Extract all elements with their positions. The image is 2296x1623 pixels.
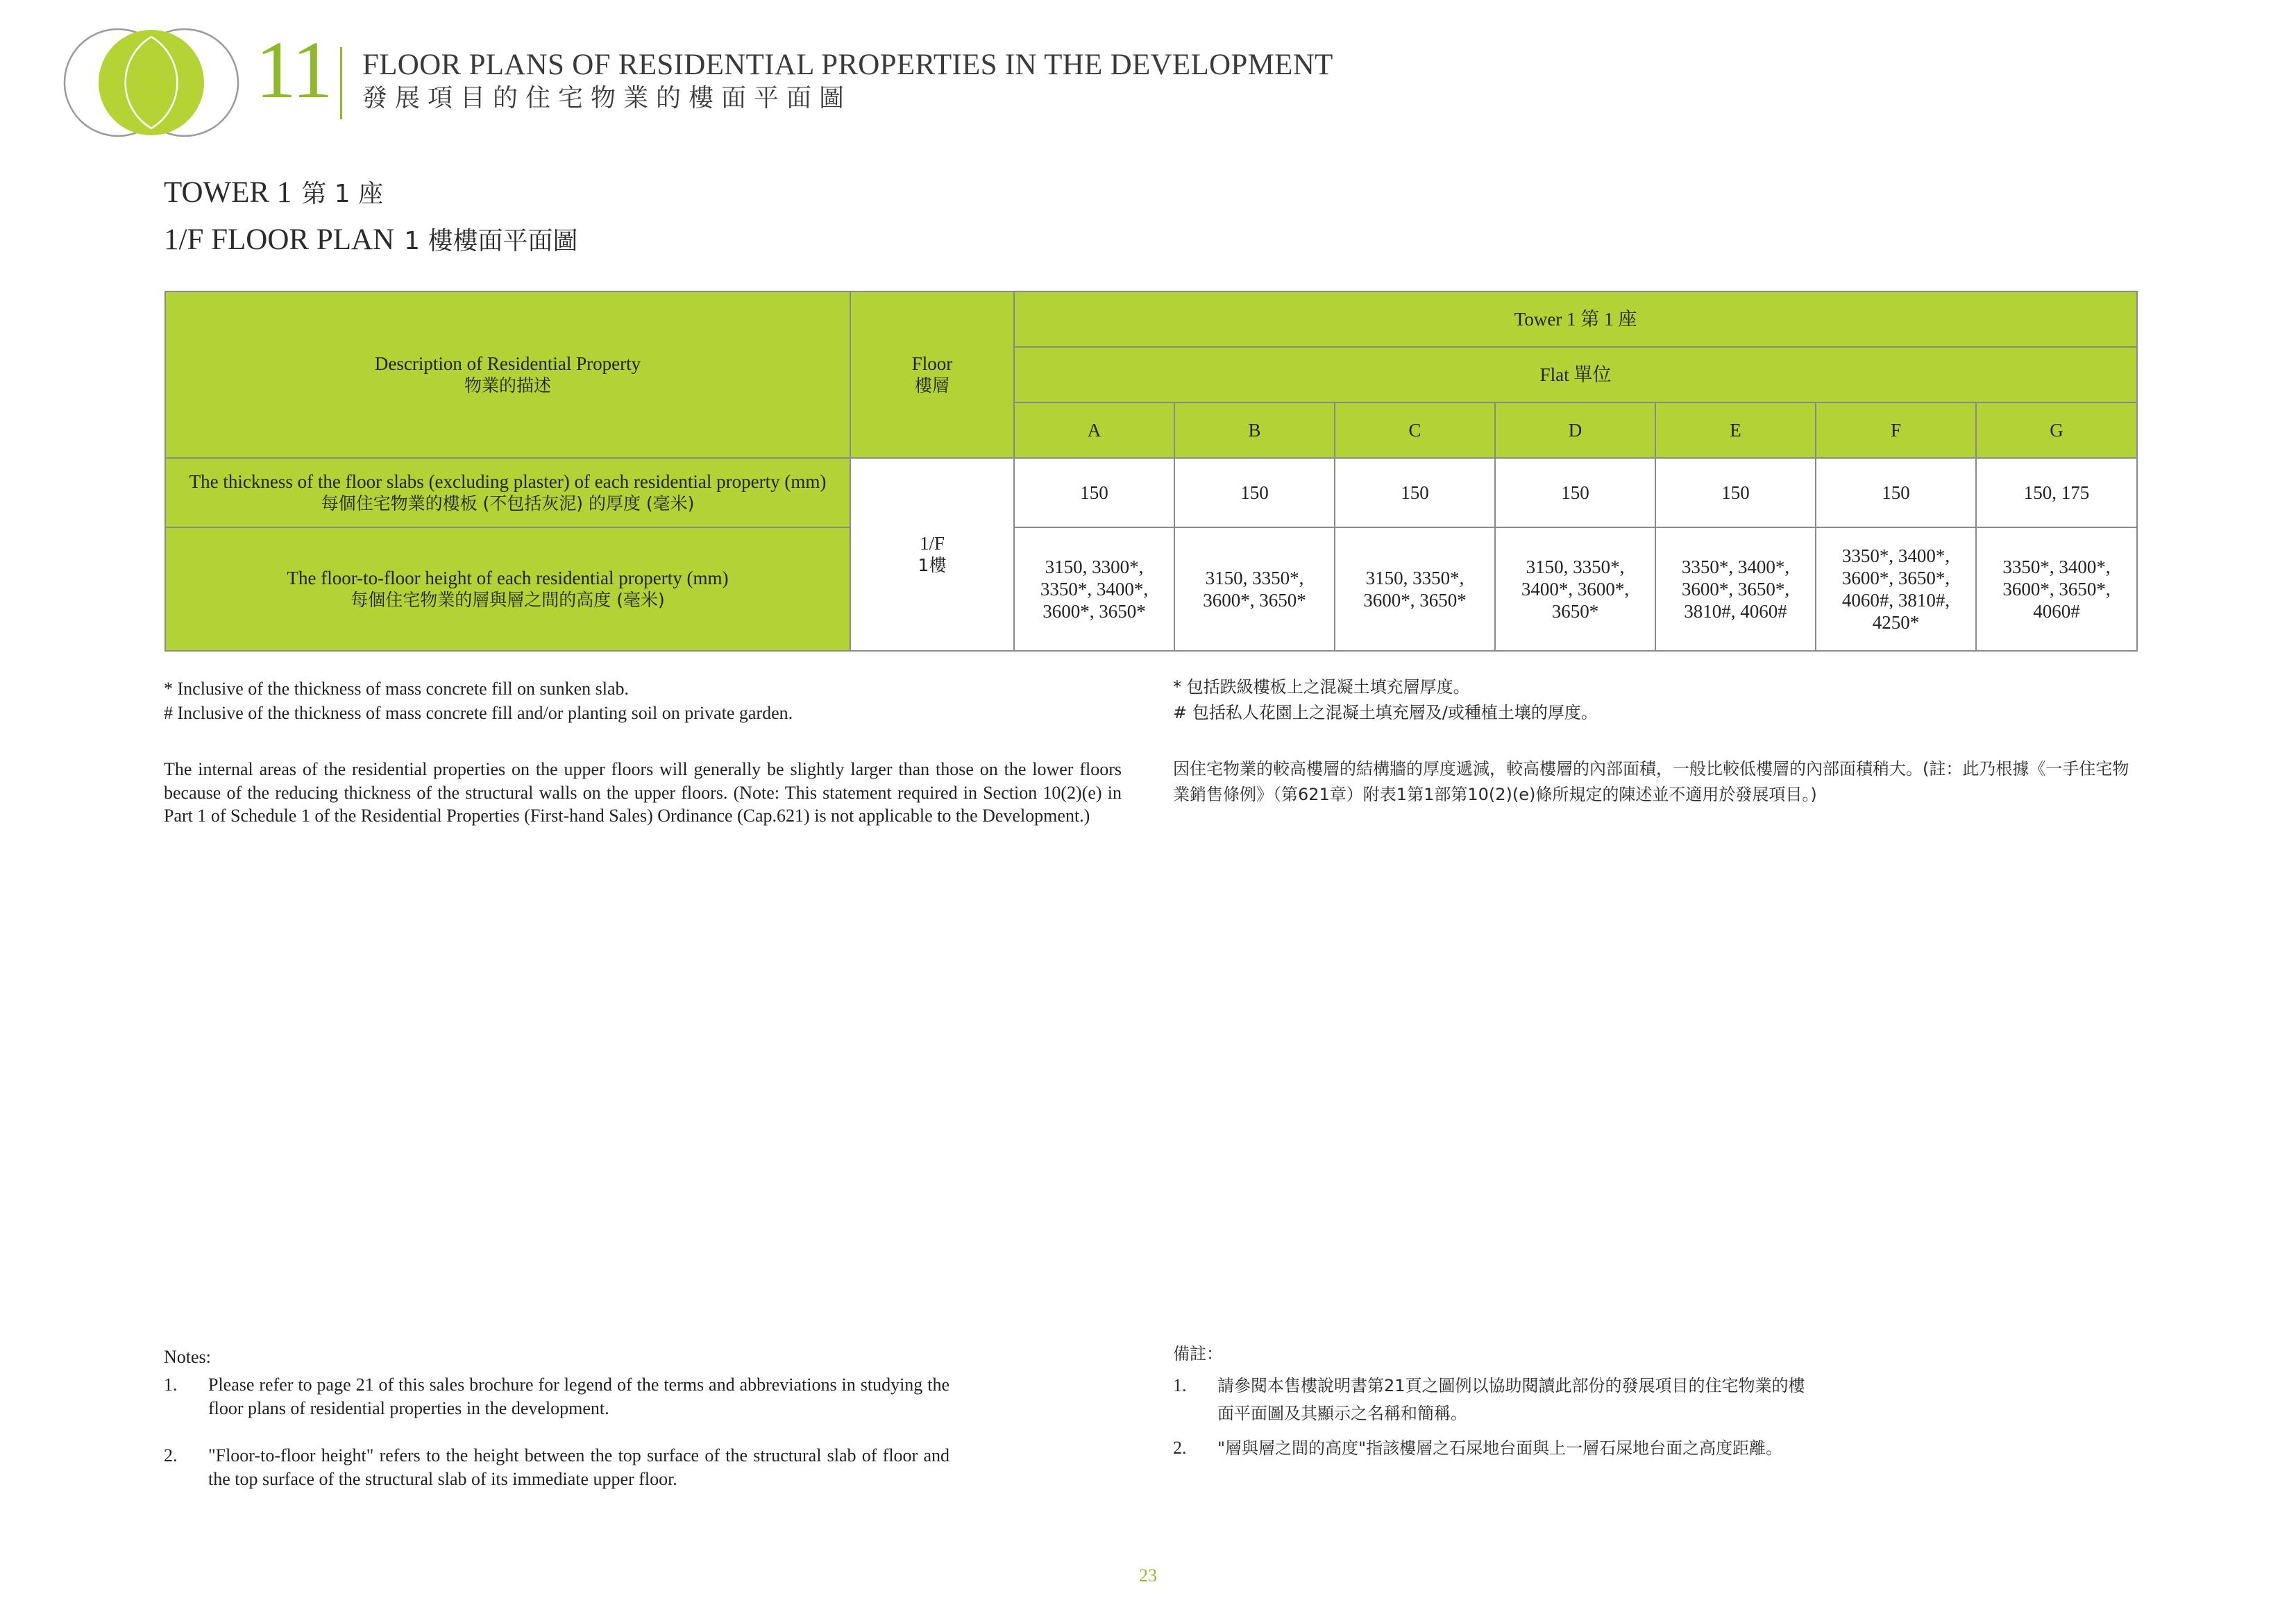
floor-height-value-line: 3650* <box>1551 601 1599 622</box>
floor-height-value-line: 3350*, 3400*, <box>1841 545 1950 566</box>
floor-height-label-cell <box>165 527 850 651</box>
flat-column-header: E <box>1655 402 1816 458</box>
description-header-cell <box>165 291 850 458</box>
floor-height-value-line: 3600*, 3650* <box>1363 590 1467 611</box>
floor-height-value-line: 3350*, 3400*, <box>2002 556 2111 577</box>
flat-column-header: A <box>1014 402 1174 458</box>
slab-thickness-value: 150 <box>1495 458 1655 527</box>
slab-thickness-value: 150 <box>1174 458 1335 527</box>
floor-height-value-line: 3600*, 3650*, <box>2002 579 2111 600</box>
tower-heading-zh: 第 1 座 <box>301 180 384 208</box>
table-row <box>165 527 2137 651</box>
footnote-asterisk-en: * Inclusive of the thickness of mass concrete fill on sunken slab. <box>164 679 630 699</box>
note-number: 2. <box>1173 1438 1187 1458</box>
floor-height-value-cell <box>1976 527 2137 651</box>
section-logo <box>51 24 253 145</box>
floor-height-value-line: 3400*, 3600*, <box>1521 579 1630 600</box>
floor-height-value-cell <box>1816 527 1976 651</box>
flat-header: Flat 單位 <box>1539 364 1612 385</box>
floor-height-value-cell <box>1335 527 1495 651</box>
floor-height-label-zh: 每個住宅物業的層與層之間的高度 (毫米) <box>351 590 665 610</box>
floor-header-cell <box>850 291 1014 458</box>
floor-value-cell <box>850 458 1014 651</box>
floor-height-value-cell <box>1014 527 1174 651</box>
slab-thickness-value: 150, 175 <box>1976 458 2137 527</box>
floor-height-value-line: 3600*, 3650*, <box>1681 579 1790 600</box>
floor-height-value-line: 3150, 3300*, <box>1045 556 1144 577</box>
note-text: 請參閱本售樓說明書第21頁之圖例以協助閱讀此部份的發展項目的住宅物業的樓面平面圖及其顯示之名稱和簡稱。 <box>1217 1376 1805 1423</box>
notes-title-zh: 備註： <box>1173 1344 1223 1363</box>
floor-value-zh: 1樓 <box>918 555 947 575</box>
footnote-asterisk-zh: * 包括跌級樓板上之混凝土填充層厚度。 <box>1173 677 1470 697</box>
page-number: 23 <box>1139 1565 1157 1586</box>
note-text: "層與層之間的高度"指該樓層之石屎地台面與上一層石屎地台面之高度距離。 <box>1217 1438 1783 1458</box>
floor-height-value-line: 4250* <box>1872 612 1920 633</box>
floor-height-value-line: 3150, 3350*, <box>1526 556 1625 577</box>
note-number: 1. <box>1173 1375 1187 1395</box>
flat-header-cell <box>1014 347 2137 402</box>
footnote-hash-en: # Inclusive of the thickness of mass concrete fill and/or planting soil on private garden. <box>164 703 793 723</box>
slab-thickness-value: 150 <box>1335 458 1495 527</box>
page-title-en: FLOOR PLANS OF RESIDENTIAL PROPERTIES IN THE DEVELOPMENT <box>362 49 1333 81</box>
slab-thickness-value: 150 <box>1014 458 1174 527</box>
floor-height-value-line: 3600*, 3650* <box>1043 601 1146 622</box>
floor-plan-heading <box>164 225 577 255</box>
floor-height-value-line: 3600*, 3650*, <box>1841 568 1950 588</box>
floor-height-value-line: 4060#, 3810#, <box>1841 590 1950 611</box>
flat-column-header: F <box>1816 402 1976 458</box>
floor-height-value-line: 3810#, 4060# <box>1684 601 1787 622</box>
table-row <box>165 458 2137 527</box>
floor-height-label-en: The floor-to-floor height of each residential property (mm) <box>287 568 729 588</box>
note-text: "Floor-to-floor height" refers to the height between the top surface of the structural slab of floor and the top surface of the structural slab of its immediate upper floor. <box>208 1445 949 1489</box>
overlapping-circles-icon <box>51 24 253 142</box>
floor-height-value-cell <box>1174 527 1335 651</box>
floor-height-value-cell <box>1655 527 1816 651</box>
tower-header-cell <box>1014 291 2137 347</box>
description-header-en: Description of Residential Property <box>374 353 641 374</box>
internal-area-statement-zh: 因住宅物業的較高樓層的結構牆的厚度遞減，較高樓層的內部面積，一般比較低樓層的內部面積稍大。(註：此乃根據《一手住宅物業銷售條例》（第621章）附表1第1部第10(2)(e)條所規定的陳述並不適用於發展項目。) <box>1173 759 2129 804</box>
floor-plan-heading-en: 1/F FLOOR PLAN <box>164 223 395 256</box>
flat-column-header: B <box>1174 402 1335 458</box>
floor-header-zh: 樓層 <box>914 375 949 396</box>
internal-area-statement-en: The internal areas of the residential properties on the upper floors will generally be slightly larger than those on the lower floors because of the reducing thickness of the structural walls on the upper floors. (Note: This statement required in Section 10(2)(e) in Part 1 of Schedule 1 of the Residential Properties (First-hand Sales) Ordinance (Cap.621) is not applicable to the Development.) <box>164 759 1122 826</box>
tower-heading <box>164 178 383 207</box>
header-divider <box>340 47 342 119</box>
flat-column-header: G <box>1976 402 2137 458</box>
note-number: 2. <box>164 1445 178 1465</box>
note-text: Please refer to page 21 of this sales brochure for legend of the terms and abbreviations in studying the floor plans of residential properties in the development. <box>208 1375 949 1418</box>
slab-thickness-value: 150 <box>1816 458 1976 527</box>
floor-height-value-line: 3150, 3350*, <box>1205 568 1304 588</box>
property-info-table <box>164 291 2138 652</box>
slab-thickness-label-zh: 每個住宅物業的樓板 (不包括灰泥) 的厚度 (毫米) <box>321 493 695 513</box>
floor-value-en: 1/F <box>919 533 945 554</box>
tower-header: Tower 1 第 1 座 <box>1514 309 1637 330</box>
tower-heading-en: TOWER 1 <box>164 176 292 209</box>
note-number: 1. <box>164 1375 178 1395</box>
page-title-zh: 發展項目的住宅物業的樓面平面圖 <box>362 84 852 112</box>
floor-header-en: Floor <box>911 353 953 374</box>
slab-thickness-label-en: The thickness of the floor slabs (excluding plaster) of each residential property (mm) <box>189 471 827 492</box>
floor-height-value-line: 4060# <box>2033 601 2080 622</box>
slab-thickness-value: 150 <box>1655 458 1816 527</box>
floor-height-value-line: 3600*, 3650* <box>1203 590 1306 611</box>
flat-column-header: D <box>1495 402 1655 458</box>
floor-height-value-line: 3350*, 3400*, <box>1040 579 1149 600</box>
section-number: 11 <box>255 24 332 115</box>
floor-height-value-line: 3150, 3350*, <box>1365 568 1464 588</box>
floor-height-value-line: 3350*, 3400*, <box>1681 556 1790 577</box>
description-header-zh: 物業的描述 <box>464 375 551 396</box>
footnote-hash-zh: # 包括私人花園上之混凝土填充層及/或種植土壤的厚度。 <box>1173 703 1598 722</box>
flat-column-header: C <box>1335 402 1495 458</box>
floor-height-value-cell <box>1495 527 1655 651</box>
notes-title-en: Notes: <box>164 1347 211 1367</box>
floor-plan-heading-zh: 1 樓樓面平面圖 <box>404 227 578 255</box>
slab-thickness-label-cell <box>165 458 850 527</box>
